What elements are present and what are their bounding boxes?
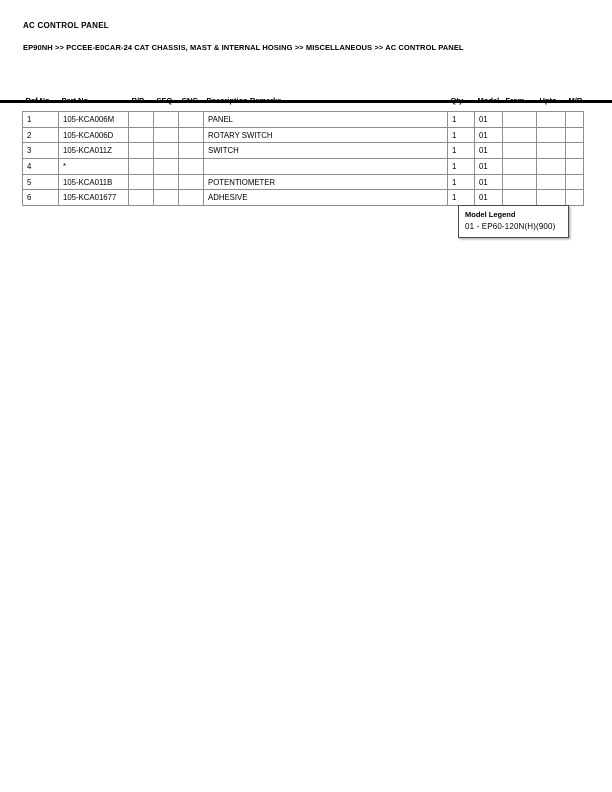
cell-upto: [537, 127, 566, 143]
cell-ref-no: 2: [23, 127, 59, 143]
cell-part-no: 105-KCA01677: [59, 190, 129, 206]
cell-upto: [537, 143, 566, 159]
cell-model: 01: [475, 127, 503, 143]
cell-model: 01: [475, 174, 503, 190]
table-row: [23, 174, 584, 190]
cell-description: [204, 159, 448, 175]
cell-seq: [154, 112, 179, 128]
cell-cng: [179, 159, 204, 175]
cell-rp: [129, 112, 154, 128]
cell-upto: [537, 190, 566, 206]
cell-seq: [154, 159, 179, 175]
model-legend-entry: 01 - EP60-120N(H)(900): [465, 222, 556, 231]
page-title: AC CONTROL PANEL: [23, 21, 109, 30]
table-row: [23, 143, 584, 159]
cell-from: [503, 143, 537, 159]
cell-description: SWITCH: [204, 143, 448, 159]
parts-table: [22, 86, 584, 206]
cell-part-no: 105-KCA006D: [59, 127, 129, 143]
cell-cng: [179, 112, 204, 128]
column-header-from: From: [505, 96, 525, 105]
cell-qty: 1: [448, 174, 475, 190]
table-row: [23, 127, 584, 143]
cell-qty: 1: [448, 112, 475, 128]
cell-part-no: *: [59, 159, 129, 175]
cell-ref-no: 3: [23, 143, 59, 159]
cell-cng: [179, 127, 204, 143]
column-header-description-remarks: Description Remarks: [206, 96, 282, 105]
cell-part-no: 105-KCA011Z: [59, 143, 129, 159]
cell-model: 01: [475, 159, 503, 175]
cell-description: PANEL: [204, 112, 448, 128]
cell-cng: [179, 174, 204, 190]
cell-ref-no: 6: [23, 190, 59, 206]
column-header-rp: R/P: [131, 96, 145, 105]
model-legend-box: [458, 205, 569, 238]
cell-seq: [154, 174, 179, 190]
cell-mr: [566, 127, 584, 143]
cell-rp: [129, 190, 154, 206]
cell-qty: 1: [448, 159, 475, 175]
cell-description: ROTARY SWITCH: [204, 127, 448, 143]
cell-part-no: 105-KCA006M: [59, 112, 129, 128]
cell-cng: [179, 190, 204, 206]
cell-from: [503, 174, 537, 190]
cell-description: POTENTIOMETER: [204, 174, 448, 190]
cell-from: [503, 159, 537, 175]
cell-mr: [566, 190, 584, 206]
cell-mr: [566, 112, 584, 128]
cell-from: [503, 112, 537, 128]
cell-mr: [566, 174, 584, 190]
cell-rp: [129, 159, 154, 175]
table-header-row: [23, 86, 584, 112]
cell-model: 01: [475, 143, 503, 159]
cell-from: [503, 190, 537, 206]
cell-seq: [154, 190, 179, 206]
column-header-upto: Upto: [539, 96, 557, 105]
column-header-ref-no: Ref No.: [25, 96, 52, 105]
column-header-qty: Qty: [450, 96, 464, 105]
cell-upto: [537, 159, 566, 175]
column-header-part-no: Part No.: [61, 96, 91, 105]
table-row: [23, 159, 584, 175]
cell-rp: [129, 143, 154, 159]
cell-mr: [566, 159, 584, 175]
cell-qty: 1: [448, 127, 475, 143]
column-header-seq: SEQ: [156, 96, 173, 105]
cell-upto: [537, 174, 566, 190]
cell-description: ADHESIVE: [204, 190, 448, 206]
cell-qty: 1: [448, 190, 475, 206]
cell-mr: [566, 143, 584, 159]
table-row: [23, 112, 584, 128]
cell-rp: [129, 127, 154, 143]
cell-ref-no: 1: [23, 112, 59, 128]
column-header-cng: CNG: [181, 96, 199, 105]
cell-rp: [129, 174, 154, 190]
cell-upto: [537, 112, 566, 128]
cell-cng: [179, 143, 204, 159]
cell-model: 01: [475, 190, 503, 206]
cell-ref-no: 5: [23, 174, 59, 190]
cell-part-no: 105-KCA011B: [59, 174, 129, 190]
table-row: [23, 190, 584, 206]
cell-seq: [154, 143, 179, 159]
cell-model: 01: [475, 112, 503, 128]
breadcrumb: EP90NH >> PCCEE-E0CAR-24 CAT CHASSIS, MAST & INTERNAL HOSING >> MISCELLANEOUS >> AC CONTROL PANEL: [23, 43, 464, 52]
column-header-model: Model: [477, 96, 500, 105]
cell-ref-no: 4: [23, 159, 59, 175]
cell-qty: 1: [448, 143, 475, 159]
column-header-mr: M/R: [568, 96, 583, 105]
cell-from: [503, 127, 537, 143]
cell-seq: [154, 127, 179, 143]
model-legend-title: Model Legend: [465, 210, 516, 219]
